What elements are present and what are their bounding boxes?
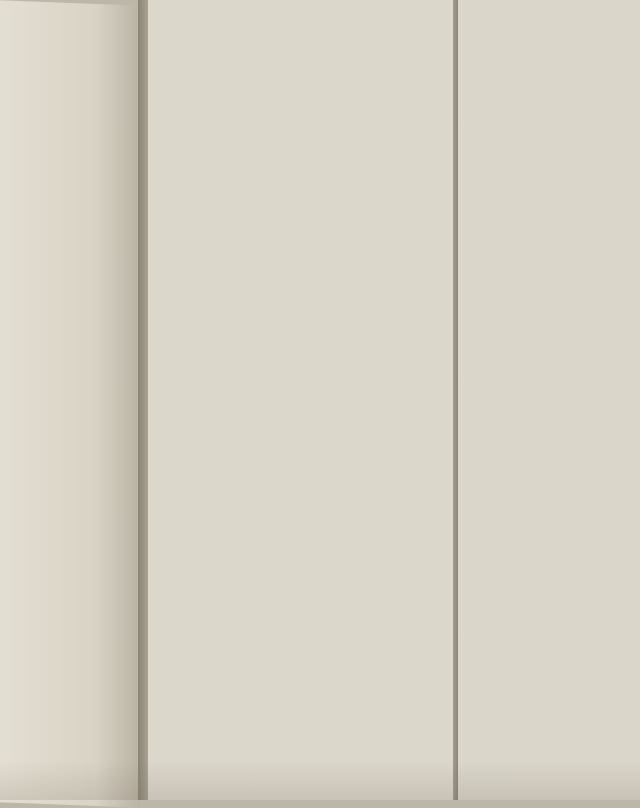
center-column: [148, 0, 453, 800]
right-column: [458, 0, 640, 800]
column-gutter-left: [138, 0, 148, 800]
left-column: [0, 0, 140, 808]
